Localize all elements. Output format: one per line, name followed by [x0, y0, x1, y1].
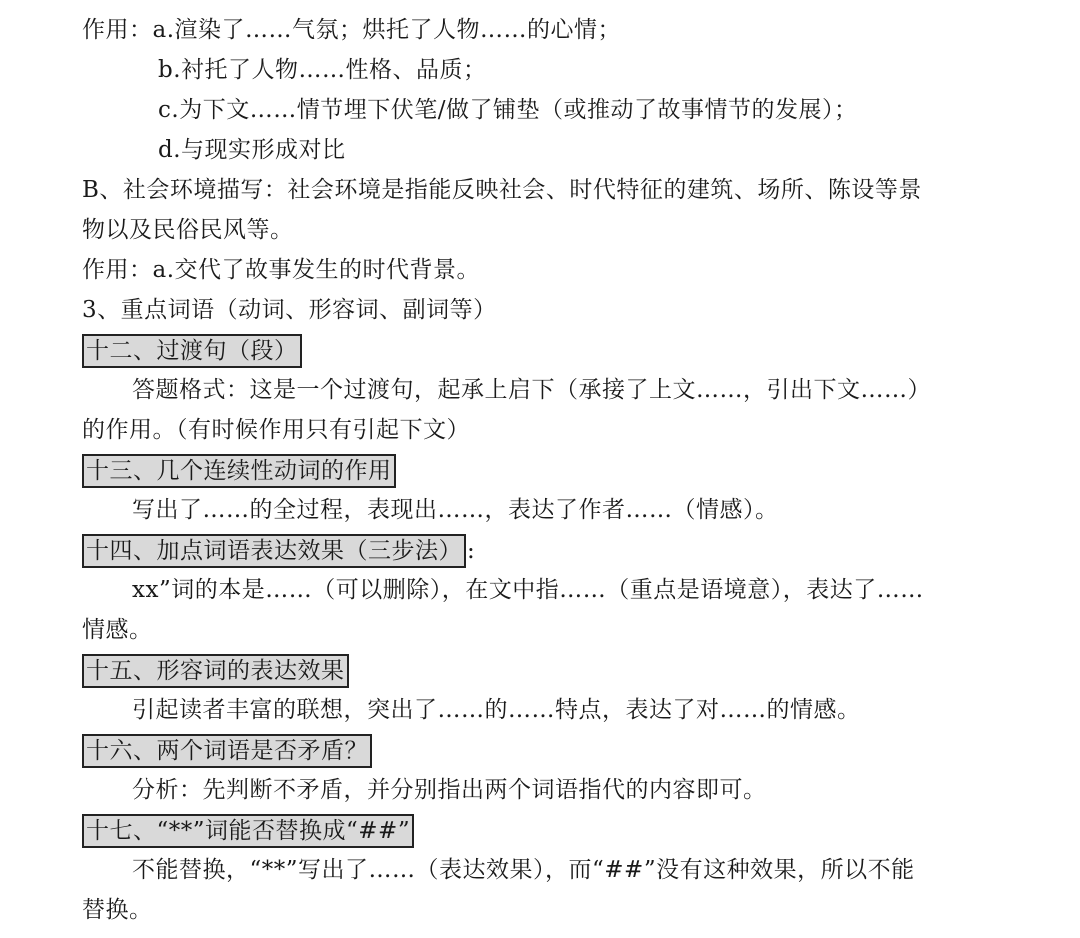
section-14-body-1: xx”词的本是……（可以删除），在文中指……（重点是语境意），表达了……: [132, 577, 924, 603]
effect-line-c: c.为下文……情节埋下伏笔/做了铺垫（或推动了故事情节的发展）；: [158, 97, 858, 123]
section-13-body-1: 写出了……的全过程，表现出……，表达了作者……（情感）。: [132, 497, 779, 523]
heading-box: 十六、两个词语是否矛盾？: [82, 734, 372, 768]
section-12-body-1: 答题格式：这是一个过渡句，起承上启下（承接了上文……，引出下文……）: [132, 377, 931, 403]
effect-line-b: b.衬托了人物……性格、品质；: [158, 57, 487, 83]
social-env-line-1: B、社会环境描写：社会环境是指能反映社会、时代特征的建筑、场所、陈设等景: [82, 177, 922, 203]
section-heading-17: [82, 814, 414, 848]
social-env-effect: 作用：a.交代了故事发生的时代背景。: [82, 257, 481, 283]
section-heading-12: [82, 334, 302, 368]
heading-box: 十五、形容词的表达效果: [82, 654, 349, 688]
effect-line-d: d.与现实形成对比: [158, 137, 346, 163]
heading-box: 十四、加点词语表达效果（三步法）: [82, 534, 466, 568]
section-heading-13: [82, 454, 396, 488]
section-16-body-1: 分析：先判断不矛盾，并分别指出两个词语指代的内容即可。: [132, 777, 767, 803]
section-15-body-1: 引起读者丰富的联想，突出了……的……特点，表达了对……的情感。: [132, 697, 861, 723]
section-heading-16: [82, 734, 372, 768]
heading-box: 十二、过渡句（段）: [82, 334, 302, 368]
section-14-body-2: 情感。: [82, 617, 153, 643]
section-heading-14: [82, 534, 475, 568]
section-17-body-2: 替换。: [82, 897, 153, 923]
heading-box: 十七、“**”词能否替换成“##”: [82, 814, 414, 848]
section-17-body-1: 不能替换，“**”写出了……（表达效果），而“##”没有这种效果，所以不能: [132, 857, 915, 883]
key-words-item: 3、重点词语（动词、形容词、副词等）: [82, 297, 497, 323]
heading-suffix: :: [467, 538, 476, 564]
heading-box: 十三、几个连续性动词的作用: [82, 454, 396, 488]
effect-line-a: 作用：a.渲染了……气氛；烘托了人物……的心情；: [82, 17, 622, 43]
social-env-line-2: 物以及民俗民风等。: [82, 217, 294, 243]
section-12-body-2: 的作用。（有时候作用只有引起下文）: [82, 417, 470, 443]
section-heading-15: [82, 654, 349, 688]
